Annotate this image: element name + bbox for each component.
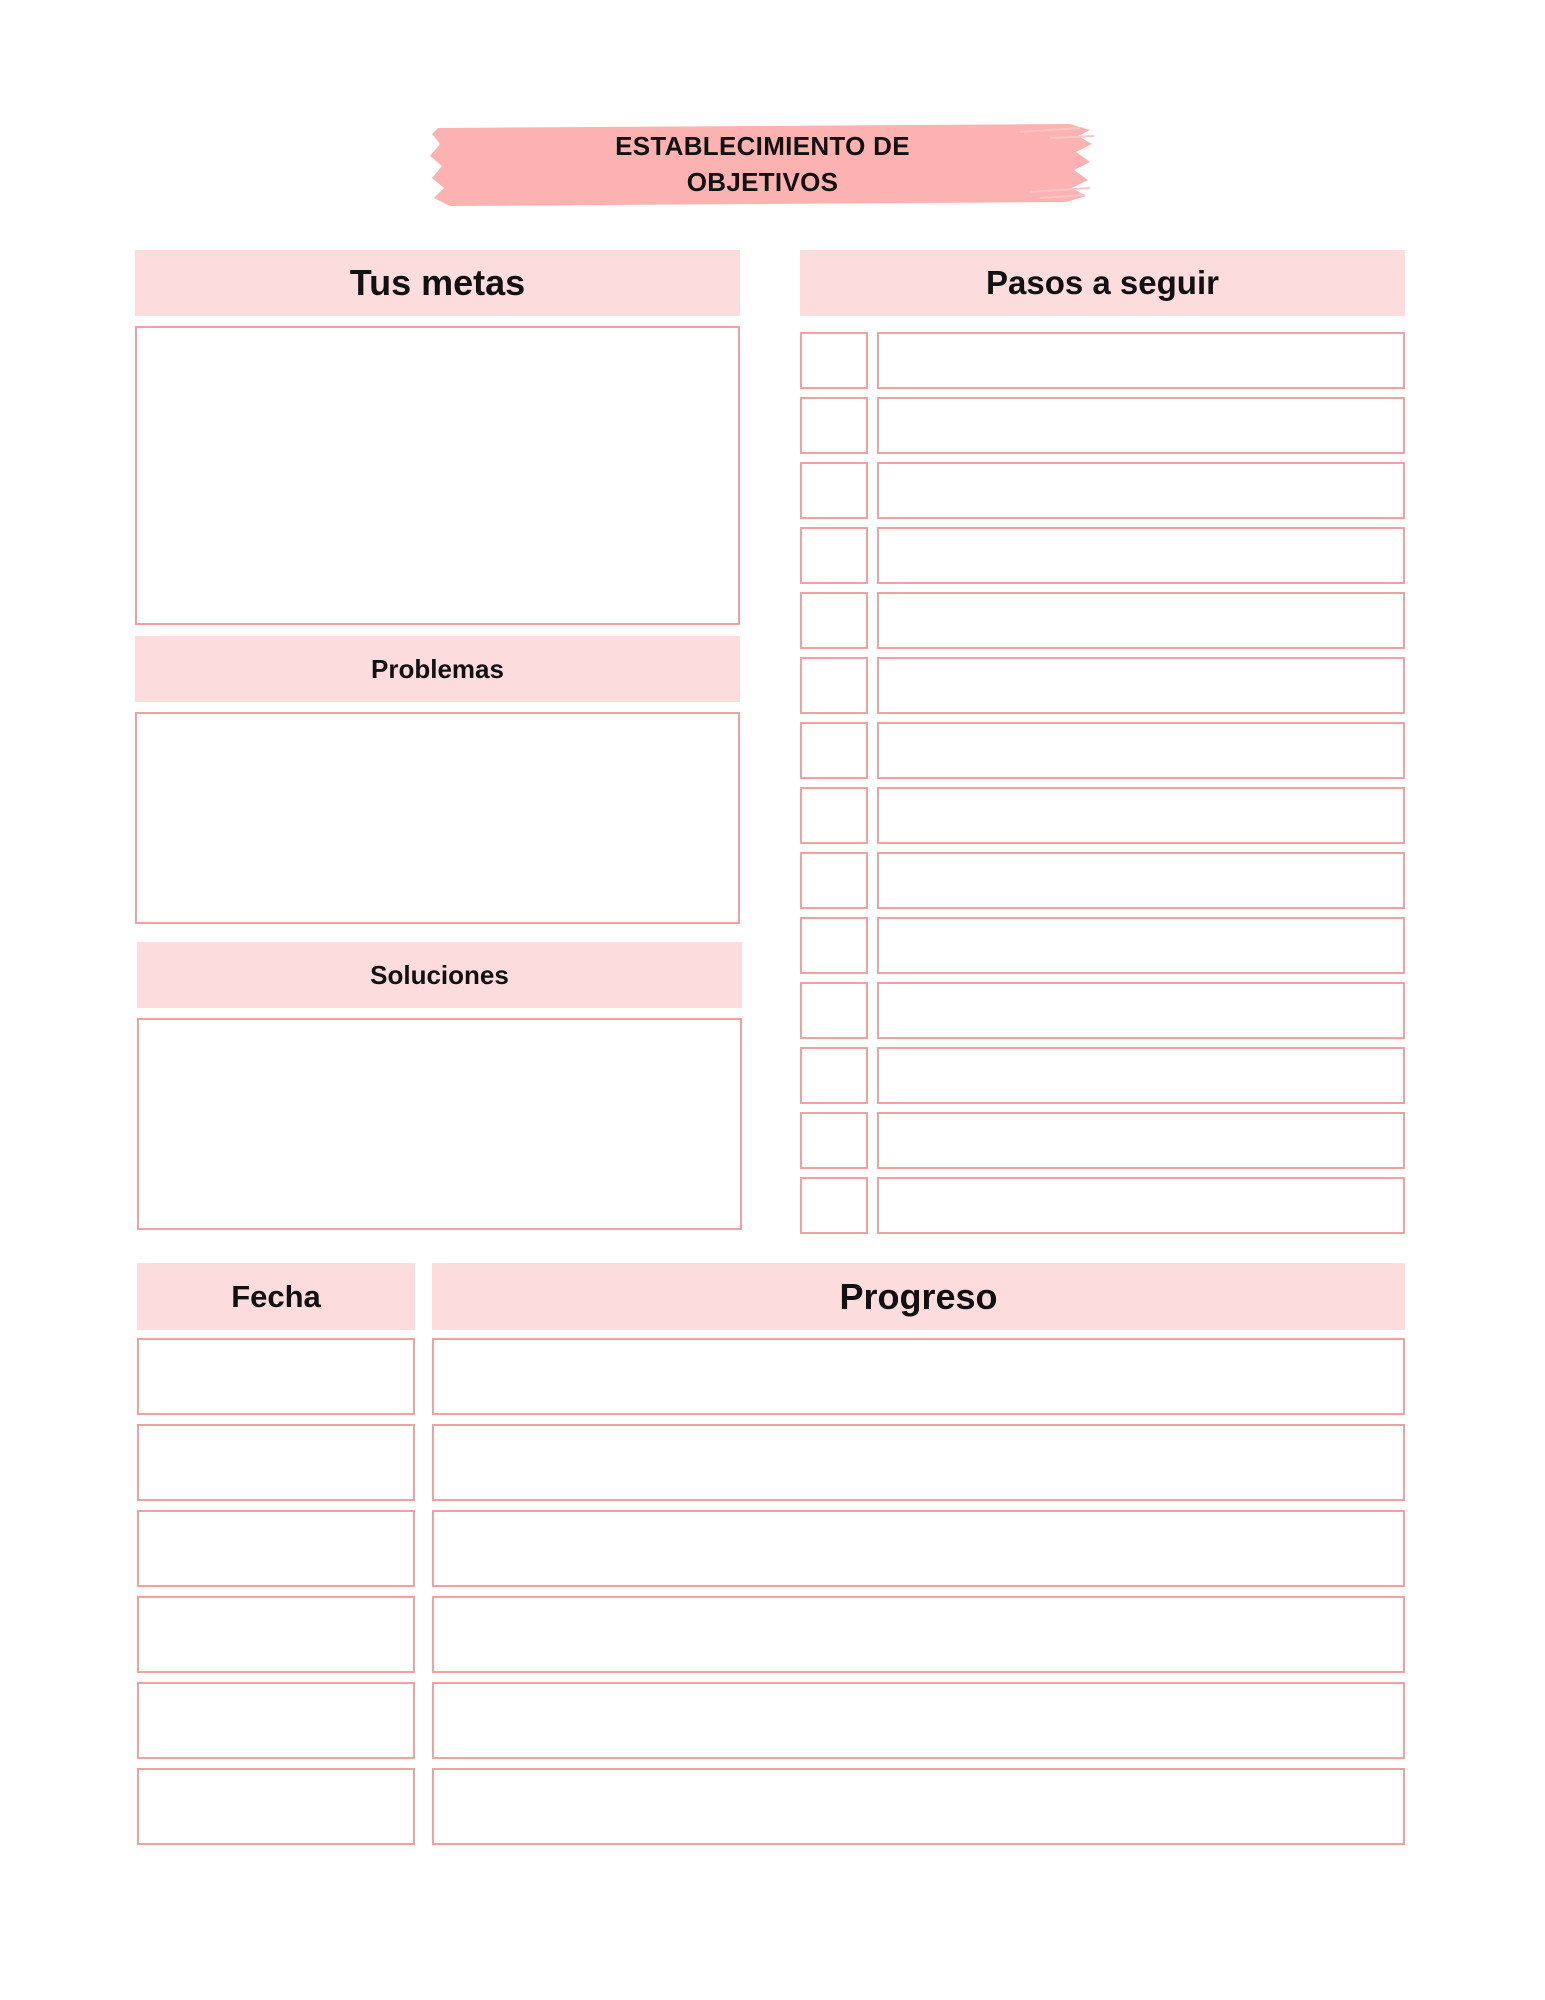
- date-field[interactable]: [137, 1682, 415, 1759]
- step-checkbox[interactable]: [800, 1047, 868, 1104]
- step-row: [800, 1047, 1405, 1104]
- step-row: [800, 462, 1405, 519]
- step-field[interactable]: [877, 722, 1405, 779]
- step-field[interactable]: [877, 1177, 1405, 1234]
- step-row: [800, 397, 1405, 454]
- steps-header: Pasos a seguir: [800, 250, 1405, 316]
- progress-field[interactable]: [432, 1510, 1405, 1587]
- date-field[interactable]: [137, 1424, 415, 1501]
- progress-header: Progreso: [432, 1263, 1405, 1330]
- step-checkbox[interactable]: [800, 332, 868, 389]
- log-row: [137, 1424, 1405, 1501]
- step-row: [800, 722, 1405, 779]
- step-field[interactable]: [877, 787, 1405, 844]
- step-checkbox[interactable]: [800, 397, 868, 454]
- progress-field[interactable]: [432, 1596, 1405, 1673]
- step-row: [800, 657, 1405, 714]
- step-checkbox[interactable]: [800, 917, 868, 974]
- date-field[interactable]: [137, 1596, 415, 1673]
- log-row: [137, 1682, 1405, 1759]
- title-line-1: ESTABLECIMIENTO DE: [615, 131, 910, 161]
- step-row: [800, 787, 1405, 844]
- progress-log: [137, 1338, 1405, 1854]
- problems-field[interactable]: [135, 712, 740, 924]
- step-field[interactable]: [877, 332, 1405, 389]
- page-title: [430, 122, 1095, 206]
- step-field[interactable]: [877, 1112, 1405, 1169]
- step-row: [800, 852, 1405, 909]
- step-checkbox[interactable]: [800, 1177, 868, 1234]
- step-row: [800, 1112, 1405, 1169]
- step-field[interactable]: [877, 527, 1405, 584]
- progress-field[interactable]: [432, 1424, 1405, 1501]
- log-row: [137, 1768, 1405, 1845]
- step-checkbox[interactable]: [800, 592, 868, 649]
- step-checkbox[interactable]: [800, 1112, 868, 1169]
- date-field[interactable]: [137, 1768, 415, 1845]
- step-field[interactable]: [877, 592, 1405, 649]
- step-checkbox[interactable]: [800, 982, 868, 1039]
- step-checkbox[interactable]: [800, 527, 868, 584]
- goals-field[interactable]: [135, 326, 740, 625]
- step-row: [800, 332, 1405, 389]
- title-line-2: OBJETIVOS: [686, 167, 839, 197]
- step-field[interactable]: [877, 852, 1405, 909]
- step-field[interactable]: [877, 462, 1405, 519]
- step-field[interactable]: [877, 397, 1405, 454]
- step-checkbox[interactable]: [800, 722, 868, 779]
- step-field[interactable]: [877, 1047, 1405, 1104]
- step-checkbox[interactable]: [800, 657, 868, 714]
- progress-field[interactable]: [432, 1338, 1405, 1415]
- step-checkbox[interactable]: [800, 852, 868, 909]
- step-row: [800, 982, 1405, 1039]
- progress-field[interactable]: [432, 1682, 1405, 1759]
- date-field[interactable]: [137, 1338, 415, 1415]
- log-row: [137, 1338, 1405, 1415]
- solutions-header: Soluciones: [137, 942, 742, 1008]
- title-banner: [430, 122, 1095, 206]
- step-field[interactable]: [877, 917, 1405, 974]
- problems-header: Problemas: [135, 636, 740, 702]
- step-row: [800, 527, 1405, 584]
- step-field[interactable]: [877, 982, 1405, 1039]
- goals-header: Tus metas: [135, 250, 740, 316]
- date-field[interactable]: [137, 1510, 415, 1587]
- solutions-field[interactable]: [137, 1018, 742, 1230]
- step-checkbox[interactable]: [800, 787, 868, 844]
- step-row: [800, 1177, 1405, 1234]
- log-row: [137, 1596, 1405, 1673]
- step-field[interactable]: [877, 657, 1405, 714]
- log-row: [137, 1510, 1405, 1587]
- steps-list: [800, 332, 1405, 1242]
- step-row: [800, 917, 1405, 974]
- date-header: Fecha: [137, 1263, 415, 1330]
- step-row: [800, 592, 1405, 649]
- progress-field[interactable]: [432, 1768, 1405, 1845]
- step-checkbox[interactable]: [800, 462, 868, 519]
